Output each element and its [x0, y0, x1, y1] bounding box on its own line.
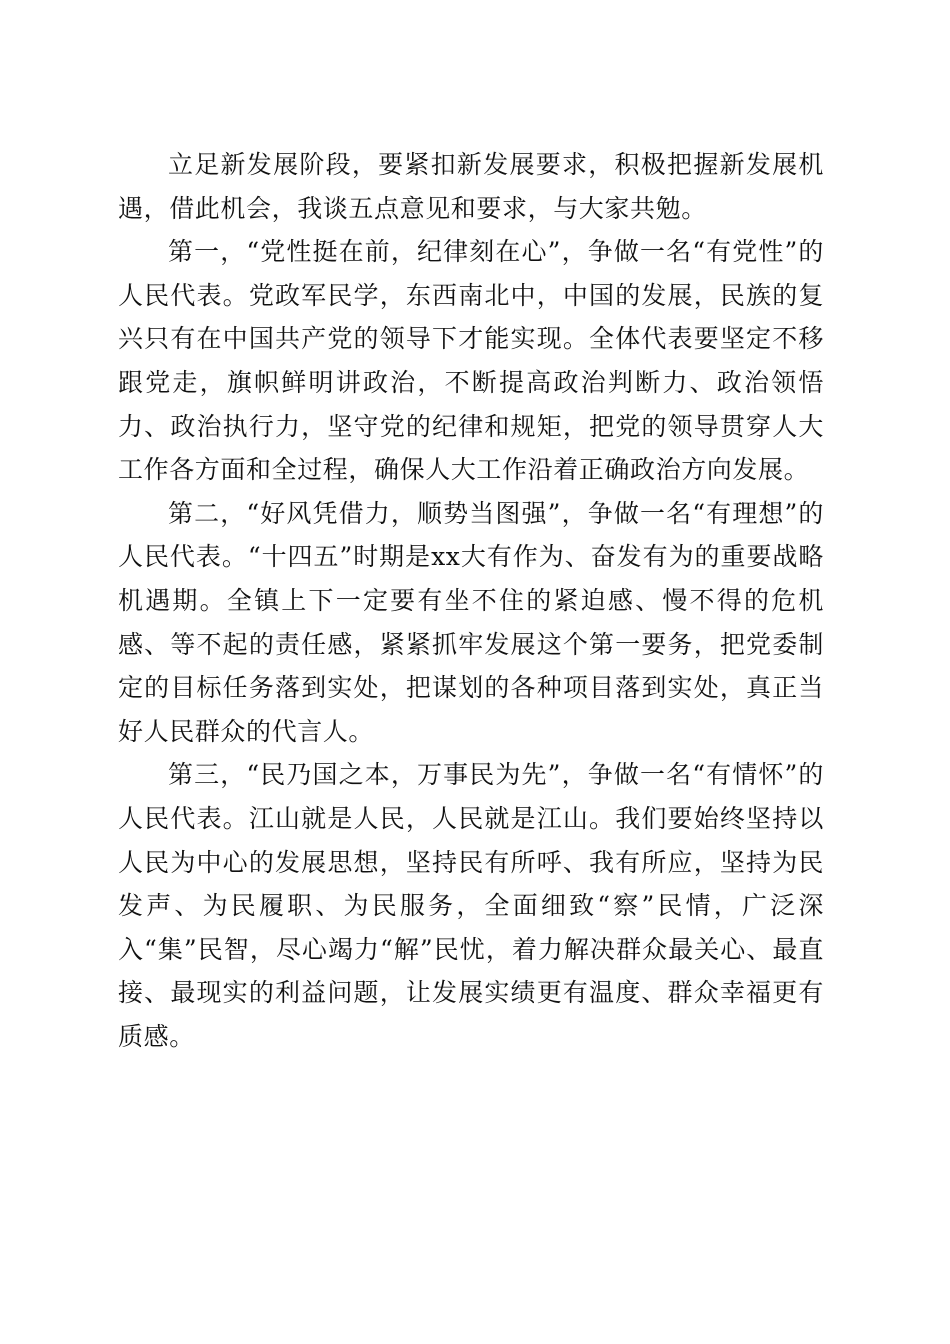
paragraph-first-point: 第一，“党性挺在前，纪律刻在心”，争做一名“有党性”的人民代表。党政军民学，东西南北中，中国的发展，民族的复兴只有在中国共产党的领导下才能实现。全体代表要坚定不移跟党走，旗帜鲜明讲政治，不断提高政治判断力、政治领悟力、政治执行力，坚守党的纪律和规矩，把党的领导贯穿人大工作各方面和全过程，确保人大工作沿着正确政治方向发展。	[118, 237, 824, 485]
paragraph-second-point: 第二，“好风凭借力，顺势当图强”，争做一名“有理想”的人民代表。“十四五”时期是xx大有作为、奋发有为的重要战略机遇期。全镇上下一定要有坐不住的紧迫感、慢不得的危机感、等不起的责任感，紧紧抓牢发展这个第一要务，把党委制定的目标任务落到实处，把谋划的各种项目落到实处，真正当好人民群众的代言人。	[118, 498, 824, 746]
paragraph-intro: 立足新发展阶段，要紧扣新发展要求，积极把握新发展机遇，借此机会，我谈五点意见和要求，与大家共勉。	[118, 150, 824, 223]
document-body	[118, 143, 824, 1058]
paragraph-third-point: 第三，“民乃国之本，万事民为先”，争做一名“有情怀”的人民代表。江山就是人民，人民就是江山。我们要始终坚持以人民为中心的发展思想，坚持民有所呼、我有所应，坚持为民发声、为民履职、为民服务，全面细致“察”民情，广泛深入“集”民智，尽心竭力“解”民忧，着力解决群众最关心、最直接、最现实的利益问题，让发展实绩更有温度、群众幸福更有质感。	[118, 760, 824, 1051]
